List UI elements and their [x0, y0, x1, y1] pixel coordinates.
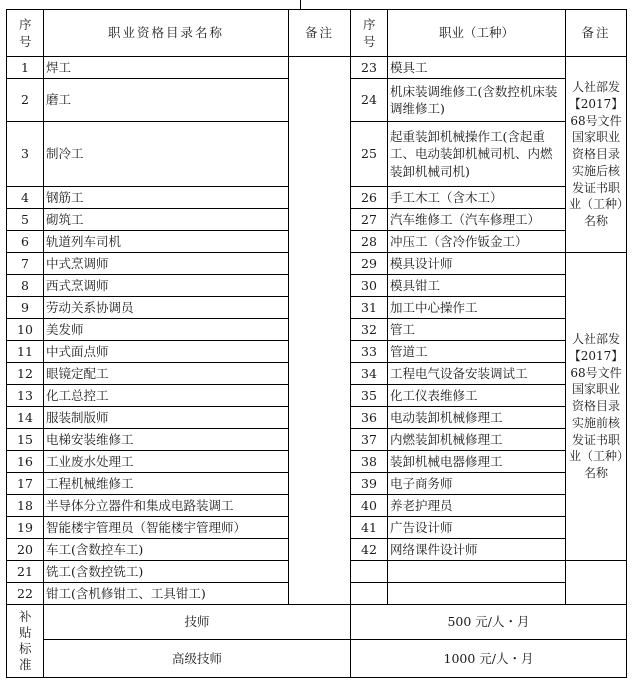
table-row	[7, 57, 627, 79]
right-seq-cell: 34	[351, 363, 388, 385]
left-name-cell: 电梯安装维修工	[44, 429, 289, 451]
header-note-right: 备注	[566, 10, 627, 57]
left-seq-cell: 6	[7, 231, 44, 253]
top-edge-line	[300, 0, 301, 9]
left-name-cell: 智能楼宇管理员（智能楼宇管理师）	[44, 517, 289, 539]
left-name-cell: 车工(含数控车工)	[44, 539, 289, 561]
header-seq-right: 序号	[351, 10, 388, 57]
right-name-cell: 加工中心操作工	[388, 297, 566, 319]
right-name-cell: 电动装卸机械修理工	[388, 407, 566, 429]
header-seq-left: 序号	[7, 10, 44, 57]
right-name-cell: 机床装调维修工(含数控机床装调维修工)	[388, 79, 566, 122]
right-seq-cell: 26	[351, 187, 388, 209]
left-seq-cell: 5	[7, 209, 44, 231]
right-seq-cell: 35	[351, 385, 388, 407]
right-seq-cell: 33	[351, 341, 388, 363]
subsidy-row	[7, 605, 627, 640]
right-name-cell: 化工仪表维修工	[388, 385, 566, 407]
left-name-cell: 焊工	[44, 57, 289, 79]
right-seq-cell: 30	[351, 275, 388, 297]
left-name-cell: 轨道列车司机	[44, 231, 289, 253]
left-name-cell: 磨工	[44, 79, 289, 122]
left-name-cell: 半导体分立器件和集成电路装调工	[44, 495, 289, 517]
note-group1: 人社部发【2017】68号文件国家职业资格目录实施后核发证书职业（工种）名称	[566, 57, 627, 253]
left-name-cell: 钳工(含机修钳工、工具钳工)	[44, 583, 289, 605]
subsidy-label: 补贴标准	[7, 605, 44, 678]
right-seq-cell: 28	[351, 231, 388, 253]
right-name-cell: 工程电气设备安装调试工	[388, 363, 566, 385]
right-seq-cell: 29	[351, 253, 388, 275]
right-seq-cell-empty	[351, 583, 388, 605]
right-name-cell: 起重装卸机械操作工(含起重工、电动装卸机械司机、内燃装卸机械司机)	[388, 122, 566, 187]
right-name-cell: 内燃装卸机械修理工	[388, 429, 566, 451]
left-seq-cell: 16	[7, 451, 44, 473]
left-name-cell: 眼镜定配工	[44, 363, 289, 385]
left-name-cell: 美发师	[44, 319, 289, 341]
right-seq-cell: 39	[351, 473, 388, 495]
right-name-cell: 模具工	[388, 57, 566, 79]
header-name-left: 职业资格目录名称	[44, 10, 289, 57]
left-name-cell: 化工总控工	[44, 385, 289, 407]
header-note-left: 备注	[289, 10, 351, 57]
right-name-cell: 汽车维修工（汽车修理工）	[388, 209, 566, 231]
left-name-cell: 制冷工	[44, 122, 289, 187]
note-group2: 人社部发【2017】68号文件国家职业资格目录实施前核发证书职业（工种）名称	[566, 253, 627, 561]
left-name-cell: 工程机械维修工	[44, 473, 289, 495]
right-name-cell: 广告设计师	[388, 517, 566, 539]
left-seq-cell: 15	[7, 429, 44, 451]
left-name-cell: 劳动关系协调员	[44, 297, 289, 319]
right-note-empty	[566, 561, 627, 605]
left-seq-cell: 14	[7, 407, 44, 429]
subsidy-amount: 500 元/人・月	[351, 605, 627, 640]
left-seq-cell: 21	[7, 561, 44, 583]
left-name-cell: 砌筑工	[44, 209, 289, 231]
header-name-right: 职业（工种）	[388, 10, 566, 57]
left-seq-cell: 8	[7, 275, 44, 297]
right-name-cell-empty	[388, 561, 566, 583]
qualification-table	[6, 9, 627, 678]
left-name-cell: 西式烹调师	[44, 275, 289, 297]
left-seq-cell: 9	[7, 297, 44, 319]
left-seq-cell: 20	[7, 539, 44, 561]
left-seq-cell: 3	[7, 122, 44, 187]
table-body	[7, 10, 627, 678]
left-seq-cell: 1	[7, 57, 44, 79]
right-name-cell: 网络课件设计师	[388, 539, 566, 561]
left-seq-cell: 7	[7, 253, 44, 275]
subsidy-level: 高级技师	[44, 640, 351, 678]
right-seq-cell: 37	[351, 429, 388, 451]
right-seq-cell: 24	[351, 79, 388, 122]
right-name-cell: 管工	[388, 319, 566, 341]
subsidy-row	[7, 640, 627, 678]
left-seq-cell: 22	[7, 583, 44, 605]
right-seq-cell: 36	[351, 407, 388, 429]
left-name-cell: 中式烹调师	[44, 253, 289, 275]
right-name-cell: 电子商务师	[388, 473, 566, 495]
left-name-cell: 铣工(含数控铣工)	[44, 561, 289, 583]
right-seq-cell: 42	[351, 539, 388, 561]
left-name-cell: 工业废水处理工	[44, 451, 289, 473]
right-name-cell: 模具钳工	[388, 275, 566, 297]
right-seq-cell: 27	[351, 209, 388, 231]
left-seq-cell: 17	[7, 473, 44, 495]
left-name-cell: 服装制版师	[44, 407, 289, 429]
left-seq-cell: 19	[7, 517, 44, 539]
left-seq-cell: 13	[7, 385, 44, 407]
left-seq-cell: 4	[7, 187, 44, 209]
right-seq-cell: 40	[351, 495, 388, 517]
left-name-cell: 中式面点师	[44, 341, 289, 363]
left-seq-cell: 10	[7, 319, 44, 341]
right-name-cell: 冲压工（含冷作钣金工）	[388, 231, 566, 253]
left-seq-cell: 18	[7, 495, 44, 517]
left-note-cell	[289, 57, 351, 605]
right-name-cell: 手工木工（含木工）	[388, 187, 566, 209]
right-name-cell: 装卸机械电器修理工	[388, 451, 566, 473]
right-seq-cell: 41	[351, 517, 388, 539]
right-name-cell: 管道工	[388, 341, 566, 363]
header-row	[7, 10, 627, 57]
right-seq-cell: 25	[351, 122, 388, 187]
left-seq-cell: 2	[7, 79, 44, 122]
right-seq-cell: 38	[351, 451, 388, 473]
subsidy-amount: 1000 元/人・月	[351, 640, 627, 678]
left-seq-cell: 11	[7, 341, 44, 363]
right-seq-cell: 32	[351, 319, 388, 341]
right-seq-cell-empty	[351, 561, 388, 583]
right-name-cell: 养老护理员	[388, 495, 566, 517]
left-seq-cell: 12	[7, 363, 44, 385]
right-seq-cell: 23	[351, 57, 388, 79]
subsidy-level: 技师	[44, 605, 351, 640]
left-name-cell: 钢筋工	[44, 187, 289, 209]
right-name-cell-empty	[388, 583, 566, 605]
right-seq-cell: 31	[351, 297, 388, 319]
right-name-cell: 模具设计师	[388, 253, 566, 275]
